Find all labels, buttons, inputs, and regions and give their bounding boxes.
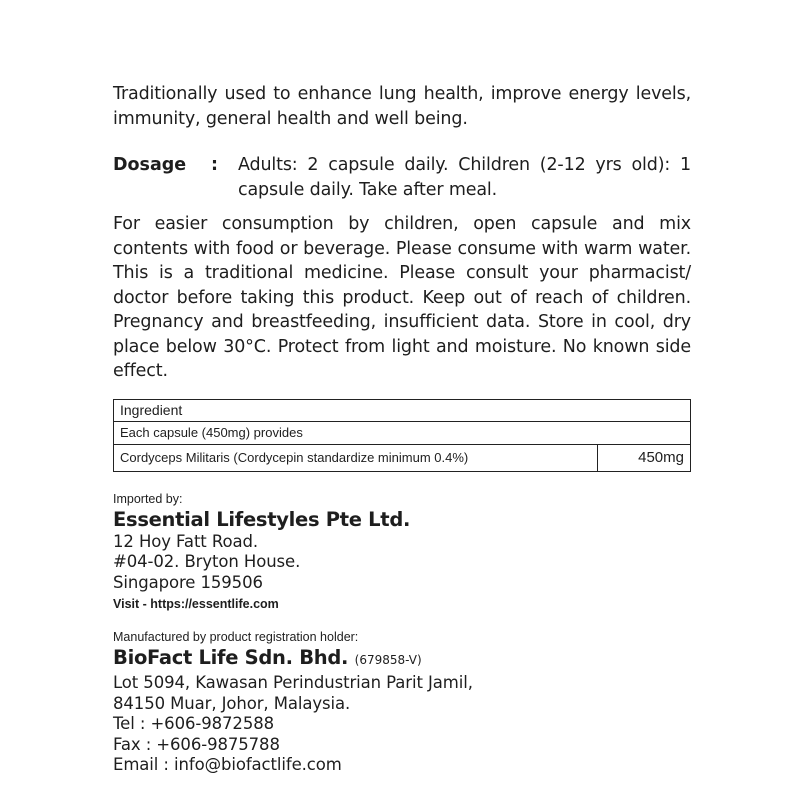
manufacturer-company-line <box>113 645 691 673</box>
manufacturer-section <box>113 630 691 776</box>
manufacturer-tel: Tel : +606-9872588 <box>113 714 275 733</box>
importer-address-line: Singapore 159506 <box>113 572 263 592</box>
importer-address-line: 12 Hoy Fatt Road. <box>113 531 258 551</box>
manufacturer-company: BioFact Life Sdn. Bhd. <box>113 646 349 669</box>
ingredient-amount: 450mg <box>598 444 691 471</box>
manufacturer-label: Manufactured by product registration holder: <box>113 630 359 644</box>
intro-text: Traditionally used to enhance lung health, improve energy levels, immunity, general health and well being. <box>113 84 691 129</box>
table-row <box>114 444 691 471</box>
ingredient-name: Cordyceps Militaris (Cordycepin standardize minimum 0.4%) <box>114 444 598 471</box>
table-row <box>114 421 691 444</box>
ingredient-subheader: Each capsule (450mg) provides <box>114 421 691 444</box>
importer-section <box>113 492 691 614</box>
manufacturer-fax: Fax : +606-9875788 <box>113 734 280 754</box>
manufacturer-registration: (679858-V) <box>354 653 422 667</box>
ingredient-header: Ingredient <box>114 399 691 421</box>
instructions-text: For easier consumption by children, open capsule and mix contents with food or beverage. Please consume with warm water. This is a traditional medicine. Please consult your pharmacist/ doctor before taking this product. Keep out of reach of children. Pregnancy and breastfeeding, insufficient data. Store in cool, dry place below 30°C. Protect from light and moisture. No known side effect. <box>113 214 691 381</box>
dosage-section <box>113 153 691 202</box>
table-row <box>114 399 691 421</box>
product-label <box>113 78 691 776</box>
manufacturer-address-line: 84150 Muar, Johor, Malaysia. <box>113 693 351 713</box>
manufacturer-email: Email : info@biofactlife.com <box>113 755 342 774</box>
importer-label: Imported by: <box>113 491 183 506</box>
importer-address-line: #04-02. Bryton House. <box>113 552 301 571</box>
importer-company: Essential Lifestyles Pte Ltd. <box>113 507 411 531</box>
importer-website: Visit - https://essentlife.com <box>113 597 279 611</box>
ingredient-table <box>113 399 691 472</box>
dosage-label: Dosage <box>113 155 187 175</box>
manufacturer-address-line: Lot 5094, Kawasan Perindustrian Parit Jamil, <box>113 673 473 692</box>
dosage-colon: : <box>211 155 218 175</box>
dosage-text: Adults: 2 capsule daily. Children (2-12 yrs old): 1 capsule daily. Take after meal. <box>238 155 691 200</box>
